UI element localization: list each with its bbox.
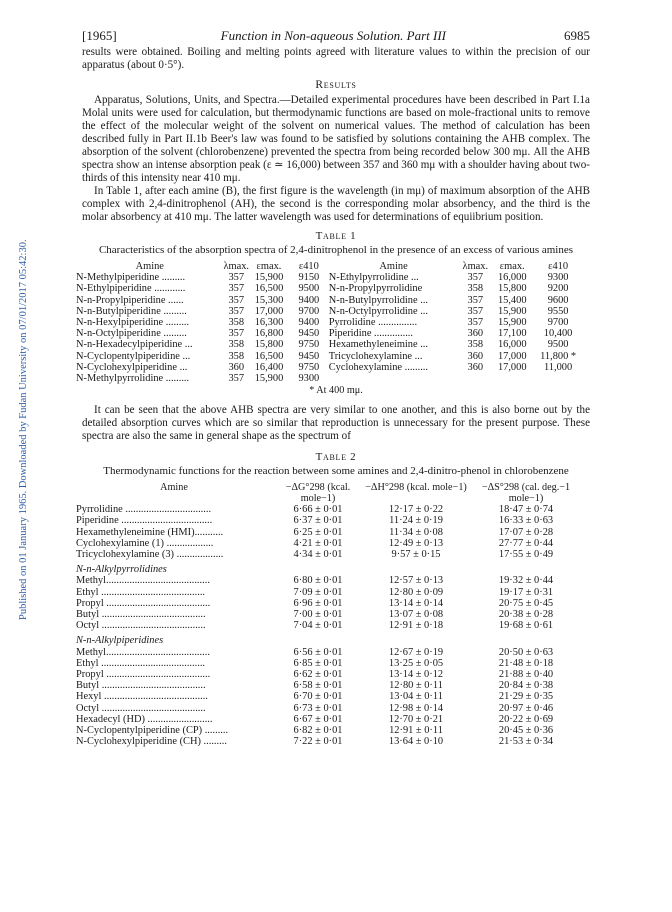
table1-cell: 15,800 bbox=[254, 339, 284, 351]
table2-cell: 7·22 ± 0·01 bbox=[293, 736, 343, 748]
table1-row bbox=[76, 328, 584, 339]
table1-cell: 360 bbox=[467, 361, 484, 373]
table1-cell bbox=[458, 373, 492, 384]
table1-cell: 17,100 bbox=[497, 328, 527, 340]
table2-cell: 6·58 ± 0·01 bbox=[293, 680, 343, 692]
table1-cell: 9700 bbox=[298, 305, 320, 317]
table1-cell: N-Cyclohexylpiperidine ... bbox=[76, 361, 188, 373]
table1-header-cell: ε410 bbox=[548, 261, 569, 272]
table2-cell: 6·82 ± 0·01 bbox=[293, 725, 343, 737]
table2-row bbox=[76, 504, 584, 515]
table1-cell: 16,500 bbox=[254, 283, 284, 295]
table2-cell: 6·66 ± 0·01 bbox=[293, 504, 343, 516]
table2-row bbox=[76, 658, 584, 669]
table2-cell: 6·37 ± 0·01 bbox=[293, 515, 343, 527]
table2-cell: 17·07 ± 0·28 bbox=[498, 526, 554, 538]
table1-row bbox=[76, 272, 584, 283]
table2-cell: 19·17 ± 0·31 bbox=[498, 586, 554, 598]
table1-cell: 9550 bbox=[547, 305, 569, 317]
table2-cell: N-Cyclopentylpiperidine (CP) ......... bbox=[76, 725, 229, 737]
table1-cell: 9450 bbox=[298, 350, 320, 362]
table2-cell: 17·55 ± 0·49 bbox=[498, 549, 554, 561]
table2-cell: 18·47 ± 0·74 bbox=[498, 504, 554, 516]
table1-cell: N-n-Butylpiperidine ......... bbox=[76, 305, 187, 317]
table2-cell: Methyl........................................ bbox=[76, 575, 210, 587]
table1-cell: 15,900 bbox=[254, 272, 284, 284]
table2-cell: 20·84 ± 0·38 bbox=[498, 680, 554, 692]
table1-header-cell: εmax. bbox=[499, 261, 525, 272]
table1-cell: 15,300 bbox=[254, 294, 284, 306]
table2-cell: Hexyl ........................................ bbox=[76, 691, 208, 703]
table1-cell: 357 bbox=[467, 317, 484, 329]
table1-header-row bbox=[76, 261, 584, 272]
table2-cell: 11·24 ± 0·19 bbox=[389, 515, 443, 527]
download-watermark-text: Published on 01 January 1965. Downloaded by Fudan University on 07/01/2017 05:42:30. bbox=[18, 239, 29, 620]
table2-cell: 6·56 ± 0·01 bbox=[293, 646, 343, 658]
table2-cell: 6·62 ± 0·01 bbox=[293, 669, 343, 681]
table2-cell: Hexamethyleneimine (HMI)........... bbox=[76, 526, 224, 538]
table2-cell: Octyl ........................................ bbox=[76, 702, 206, 714]
table2-cell: 12·80 ± 0·11 bbox=[389, 680, 443, 692]
table2-row bbox=[76, 609, 584, 620]
table1-cell: N-Ethylpyrrolidine ... bbox=[328, 272, 419, 284]
table2-row bbox=[76, 703, 584, 714]
table1-cell: 9600 bbox=[547, 294, 569, 306]
table1-cell: 9300 bbox=[547, 272, 569, 284]
paragraph-3: In Table 1, after each amine (B), the first figure is the wavelength (in mμ) of maximum absorption of the AHB complex with 2,4-dinitrophenol (AH), the second is the corresponding molar absorbency, and the third is the molar absorbency at 410 mμ. The latter wavelength was used for determinations of equiibrium position. bbox=[82, 185, 590, 223]
table1-cell: 357 bbox=[228, 305, 245, 317]
table2-cell: 6·73 ± 0·01 bbox=[293, 702, 343, 714]
table1-cell: 15,800 bbox=[497, 283, 527, 295]
table2-cell: 11·34 ± 0·08 bbox=[389, 526, 443, 538]
table2-cell: 16·33 ± 0·63 bbox=[498, 515, 554, 527]
table2-row bbox=[76, 725, 584, 736]
table1-cell: 9750 bbox=[298, 361, 320, 373]
table1-cell: N-n-Octylpyrrolidine ... bbox=[328, 305, 428, 317]
table2-cell: 20·38 ± 0·28 bbox=[498, 609, 554, 621]
table1-cell: N-Methylpiperidine ......... bbox=[76, 272, 186, 284]
table2-cell: Methyl........................................ bbox=[76, 646, 210, 658]
table2-header-cell: −ΔH°298 (kcal. mole−1) bbox=[365, 482, 467, 494]
table1-caption: Characteristics of the absorption spectra of 2,4-dinitrophenol in the presence of an excess of various amines bbox=[98, 244, 574, 256]
table1-cell: Hexamethyleneimine ... bbox=[328, 339, 428, 351]
table1-cell: 16,000 bbox=[497, 339, 527, 351]
table2-cell: 20·50 ± 0·63 bbox=[498, 646, 554, 658]
table1-cell: 16,800 bbox=[254, 328, 284, 340]
table1-cell: Tricyclohexylamine ... bbox=[328, 350, 423, 362]
table1-cell: 358 bbox=[228, 350, 245, 362]
table1-cell: 15,900 bbox=[497, 317, 527, 329]
table1-cell: N-Ethylpiperidine ............ bbox=[76, 283, 186, 295]
table2-cell: 12·17 ± 0·22 bbox=[388, 504, 444, 516]
table2-header-row bbox=[76, 482, 584, 504]
table2-cell: 12·70 ± 0·21 bbox=[388, 713, 444, 725]
table2-cell: 6·96 ± 0·01 bbox=[293, 597, 343, 609]
table2-row bbox=[76, 515, 584, 526]
results-heading: Results bbox=[315, 79, 357, 91]
table1-header-cell: Amine bbox=[379, 261, 408, 272]
table2-cell: Hexadecyl (HD) ......................... bbox=[76, 713, 213, 725]
table1-cell: 9500 bbox=[298, 283, 320, 295]
table1-cell: 9300 bbox=[298, 373, 320, 385]
table2-cell: 12·80 ± 0·09 bbox=[388, 586, 444, 598]
table1-header-cell: ε410 bbox=[298, 261, 319, 272]
table2-caption: Thermodynamic functions for the reaction between some amines and 2,4-dinitro-phenol in chlorobenzene bbox=[103, 465, 569, 478]
table1-cell: 16,300 bbox=[254, 317, 284, 329]
table1-cell: N-Cyclopentylpiperidine ... bbox=[76, 350, 191, 362]
table2-group-label: N-n-Alkylpiperidines bbox=[76, 635, 164, 647]
journal-year: [1965] bbox=[82, 28, 117, 43]
table1-cell: 9200 bbox=[547, 283, 569, 295]
table1-cell: 9500 bbox=[547, 339, 569, 351]
table2-cell: 13·64 ± 0·10 bbox=[388, 736, 444, 748]
table2-cell: 13·07 ± 0·08 bbox=[388, 609, 444, 621]
table1-row bbox=[76, 283, 584, 294]
table1-cell: Pyrrolidine ............... bbox=[328, 317, 418, 329]
table2-header-cell: −ΔS°298 (cal. deg.−1 mole−1) bbox=[481, 482, 571, 505]
table1-cell: 17,000 bbox=[497, 350, 527, 362]
table1-cell: 15,900 bbox=[254, 373, 284, 385]
table1-cell: 16,400 bbox=[254, 361, 284, 373]
page-body bbox=[76, 28, 590, 748]
table1-cell: N-n-Propylpyrrolidine bbox=[328, 283, 423, 295]
table2-cell: 13·14 ± 0·14 bbox=[388, 597, 444, 609]
table2-cell: 7·00 ± 0·01 bbox=[293, 609, 343, 621]
table1-cell: 11,000 bbox=[543, 361, 573, 373]
table2-cell: 4·21 ± 0·01 bbox=[293, 537, 343, 549]
table1-cell: 9750 bbox=[298, 339, 320, 351]
paragraph-4: It can be seen that the above AHB spectra are very similar to one another, and this is also borne out by the detailed absorption curves which are so similar that reproduction is unnecessary for the present purpose. These spectra are also the same in general shape as the spectrum of bbox=[82, 404, 590, 443]
table2-cell: 7·09 ± 0·01 bbox=[293, 586, 343, 598]
table1-cell: N-n-Octylpiperidine ......... bbox=[76, 328, 187, 340]
table2-cell: Piperidine ................................... bbox=[76, 515, 213, 527]
table1-cell: 11,800 * bbox=[540, 350, 577, 362]
table1-cell: 9150 bbox=[298, 272, 320, 284]
table1-cell: 9450 bbox=[298, 328, 320, 340]
table2-cell: 4·34 ± 0·01 bbox=[293, 549, 343, 561]
table1-cell: N-n-Hexadecylpiperidine ... bbox=[76, 339, 193, 351]
table1-cell: 357 bbox=[228, 294, 245, 306]
table1-cell: 15,900 bbox=[497, 305, 527, 317]
table2-cell: 19·68 ± 0·61 bbox=[498, 620, 554, 632]
table2-row bbox=[76, 680, 584, 691]
table2-cell: 6·67 ± 0·01 bbox=[293, 713, 343, 725]
paragraph-2: Apparatus, Solutions, Units, and Spectra.—Detailed experimental procedures have been described in Part I.1a Molal units were used for calculation, but thermodynamic functions are based on mole-fractional units to remove the effect of the molecular weight of the solvent on numerical values. The method of calculation has been described fully in Part II.1b Beer's law was found to be satisfied by solutions containing the AHB complex. The absorption of the solvent (chlorobenzene) prevented the spectra from being recorded below 300 mμ. All the AHB spectra show an intense absorption peak (ε ≃ 16,000) between 357 and 360 mμ with a shoulder having about two-thirds of this intensity near 410 mμ. bbox=[82, 94, 590, 184]
table2-cell: 6·85 ± 0·01 bbox=[293, 657, 343, 669]
table2-cell: 21·48 ± 0·18 bbox=[498, 657, 554, 669]
table1-cell: 360 bbox=[467, 350, 484, 362]
table1-cell: 357 bbox=[467, 272, 484, 284]
table1-header-cell: λmax. bbox=[462, 261, 489, 272]
table2-cell: 7·04 ± 0·01 bbox=[293, 620, 343, 632]
table1-row bbox=[76, 306, 584, 317]
table1-cell: 358 bbox=[467, 339, 484, 351]
download-watermark bbox=[2, 60, 29, 620]
table1-row bbox=[76, 373, 584, 384]
table2-cell: 20·97 ± 0·46 bbox=[498, 702, 554, 714]
table2-row bbox=[76, 527, 584, 538]
table1-cell: 357 bbox=[228, 272, 245, 284]
table2-row bbox=[76, 620, 584, 631]
table2-label: Table 2 bbox=[315, 451, 357, 464]
table1-cell: 357 bbox=[228, 283, 245, 295]
table1-cell: 17,000 bbox=[497, 361, 527, 373]
table2-row bbox=[76, 538, 584, 549]
table1-cell: 360 bbox=[467, 328, 484, 340]
table1-cell: 17,000 bbox=[254, 305, 284, 317]
table1-cell bbox=[532, 373, 584, 384]
table1-cell: 9400 bbox=[298, 294, 320, 306]
table2-cell: 21·53 ± 0·34 bbox=[498, 736, 554, 748]
table2-cell: Pyrrolidine ................................. bbox=[76, 504, 212, 516]
table1-cell: Cyclohexylamine ......... bbox=[328, 361, 429, 373]
table2-cell: 20·22 ± 0·69 bbox=[498, 713, 554, 725]
table1 bbox=[76, 261, 584, 384]
table2-cell: 27·77 ± 0·44 bbox=[498, 537, 554, 549]
table2-cell: 12·91 ± 0·18 bbox=[388, 620, 444, 632]
table2-cell: 6·70 ± 0·01 bbox=[293, 691, 343, 703]
table1-cell: 358 bbox=[228, 317, 245, 329]
table2-cell: 12·49 ± 0·13 bbox=[388, 537, 444, 549]
table1-cell: 16,500 bbox=[254, 350, 284, 362]
table1-cell bbox=[492, 373, 532, 384]
table2-row bbox=[76, 549, 584, 560]
table2-row bbox=[76, 587, 584, 598]
table2-row bbox=[76, 647, 584, 658]
table1-cell: 16,000 bbox=[497, 272, 527, 284]
table1-row bbox=[76, 339, 584, 350]
table2-cell: 12·91 ± 0·11 bbox=[389, 725, 443, 737]
table2-cell: Cyclohexylamine (1) .................. bbox=[76, 537, 214, 549]
table2-row bbox=[76, 598, 584, 609]
table1-cell: 357 bbox=[228, 373, 245, 385]
table2-cell: 13·14 ± 0·12 bbox=[388, 669, 444, 681]
table2-cell: 20·75 ± 0·45 bbox=[498, 597, 554, 609]
table1-row bbox=[76, 295, 584, 306]
table1-header-cell: Amine bbox=[135, 261, 164, 272]
table1-header-cell: εmax. bbox=[256, 261, 282, 272]
table2-header-cell: Amine bbox=[160, 482, 188, 494]
table1-cell: 10,400 bbox=[543, 328, 573, 340]
table1-cell: N-Methylpyrrolidine ......... bbox=[76, 373, 190, 385]
table2-cell: Butyl ........................................ bbox=[76, 609, 206, 621]
page-number: 6985 bbox=[563, 28, 590, 43]
table2-row bbox=[76, 714, 584, 725]
table1-label: Table 1 bbox=[315, 230, 357, 242]
table1-cell: 357 bbox=[467, 294, 484, 306]
table2-cell: Propyl ........................................ bbox=[76, 597, 211, 609]
table1-row bbox=[76, 362, 584, 373]
table2-group-row bbox=[76, 560, 584, 575]
table1-cell: 358 bbox=[228, 339, 245, 351]
table1-cell: N-n-Propylpiperidine ...... bbox=[76, 294, 184, 306]
table2-cell: Propyl ........................................ bbox=[76, 669, 211, 681]
table2-cell: 12·67 ± 0·19 bbox=[388, 646, 444, 658]
table1-cell bbox=[329, 373, 459, 384]
table2-cell: 6·25 ± 0·01 bbox=[293, 526, 343, 538]
table2-cell: N-Cyclohexylpiperidine (CH) ......... bbox=[76, 736, 227, 748]
table2-cell: 12·57 ± 0·13 bbox=[388, 575, 444, 587]
paragraph-1: results were obtained. Boiling and melting points agreed with literature values to within the precision of our apparatus (about 0·5°). bbox=[82, 46, 590, 71]
table1-cell: 358 bbox=[467, 283, 484, 295]
table1-cell: 9400 bbox=[298, 317, 320, 329]
table2-header-cell: −ΔG°298 (kcal. mole−1) bbox=[285, 482, 351, 505]
table2-row bbox=[76, 736, 584, 747]
table2-cell: 13·25 ± 0·05 bbox=[388, 657, 444, 669]
table2-cell: 13·04 ± 0·11 bbox=[389, 691, 443, 703]
table1-cell: 9700 bbox=[547, 317, 569, 329]
table2 bbox=[76, 482, 584, 747]
table1-cell: 357 bbox=[228, 328, 245, 340]
table2-cell: 6·80 ± 0·01 bbox=[293, 575, 343, 587]
table2-cell: 19·32 ± 0·44 bbox=[498, 575, 554, 587]
table1-cell: Piperidine ............... bbox=[328, 328, 414, 340]
table2-cell: 21·88 ± 0·40 bbox=[498, 669, 554, 681]
table2-group-label: N-n-Alkylpyrrolidines bbox=[76, 564, 167, 576]
table2-cell: Ethyl ........................................ bbox=[76, 657, 206, 669]
table2-cell: Butyl ........................................ bbox=[76, 680, 206, 692]
table2-cell: 20·45 ± 0·36 bbox=[498, 725, 554, 737]
running-head bbox=[82, 28, 590, 44]
table1-cell: 360 bbox=[228, 361, 245, 373]
table2-row bbox=[76, 575, 584, 586]
table1-row bbox=[76, 317, 584, 328]
table2-row bbox=[76, 691, 584, 702]
table1-cell: N-n-Hexylpiperidine ......... bbox=[76, 317, 190, 329]
table2-row bbox=[76, 669, 584, 680]
table2-group-row bbox=[76, 631, 584, 646]
table2-cell: Ethyl ........................................ bbox=[76, 586, 206, 598]
table1-header-cell: λmax. bbox=[223, 261, 250, 272]
table2-cell: 9·57 ± 0·15 bbox=[391, 549, 441, 561]
table1-footnote: * At 400 mμ. bbox=[309, 385, 363, 397]
table2-cell: 21·29 ± 0·35 bbox=[498, 691, 554, 703]
table1-cell: N-n-Butylpyrrolidine ... bbox=[328, 294, 429, 306]
table1-cell: 357 bbox=[467, 305, 484, 317]
table1-row bbox=[76, 351, 584, 362]
table2-cell: Tricyclohexylamine (3) .................. bbox=[76, 549, 224, 561]
table1-cell: 15,400 bbox=[497, 294, 527, 306]
table2-cell: Octyl ........................................ bbox=[76, 620, 206, 632]
table2-cell: 12·98 ± 0·14 bbox=[388, 702, 444, 714]
running-title: Function in Non-aqueous Solution. Part III bbox=[220, 28, 446, 43]
